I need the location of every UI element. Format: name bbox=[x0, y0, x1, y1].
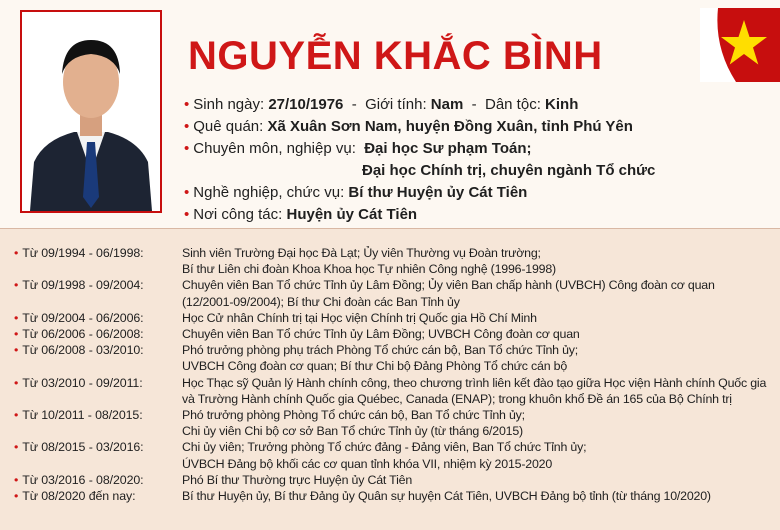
major-value-2: Đại học Chính trị, chuyên ngành Tổ chức bbox=[362, 162, 656, 179]
job-row bbox=[184, 182, 704, 204]
job-label: Nghề nghiệp, chức vụ: bbox=[193, 184, 345, 201]
timeline-row bbox=[14, 245, 774, 261]
work-label: Nơi công tác: bbox=[193, 206, 283, 223]
bullet-icon: • bbox=[14, 246, 19, 260]
separator: - bbox=[351, 96, 357, 113]
timeline-row bbox=[14, 294, 774, 310]
timeline-description: Bí thư Huyện ủy, Bí thư Đảng ủy Quân sự huyện Cát Tiên, UVBCH Đảng bộ tỉnh (từ tháng 10/2020) bbox=[182, 489, 711, 504]
gender-value: Nam bbox=[430, 96, 464, 113]
birth-row bbox=[184, 94, 704, 116]
timeline-description: Bí thư Liên chi đoàn Khoa Khoa học Tự nhiên Công nghệ (1996-1998) bbox=[182, 262, 556, 277]
major-label: Chuyên môn, nghiệp vụ: bbox=[193, 140, 356, 157]
timeline-period-text: Từ 08/2015 - 03/2016: bbox=[22, 440, 144, 455]
bullet-icon: • bbox=[184, 184, 190, 201]
timeline-description: Chuyên viên Ban Tổ chức Tỉnh ủy Lâm Đồng; UVBCH Công đoàn cơ quan bbox=[182, 327, 580, 342]
timeline-description: (12/2001-09/2004); Bí thư Chi đoàn các Ban Tỉnh ủy bbox=[182, 294, 460, 309]
timeline-period-text: Từ 09/1998 - 09/2004: bbox=[22, 278, 144, 293]
timeline-period-text: Từ 06/2008 - 03/2010: bbox=[22, 343, 144, 358]
bullet-icon: • bbox=[184, 140, 190, 157]
timeline-period bbox=[14, 342, 182, 358]
section-divider bbox=[0, 228, 780, 229]
work-row bbox=[184, 204, 704, 226]
timeline-description: Chi ủy viên Chi bộ cơ sở Ban Tổ chức Tỉnh ủy (từ tháng 6/2015) bbox=[182, 424, 523, 439]
timeline-description: Sinh viên Trường Đại học Đà Lạt; Ủy viên Thường vụ Đoàn trường; bbox=[182, 246, 541, 260]
timeline-period bbox=[14, 277, 182, 293]
timeline-period-text: Từ 10/2011 - 08/2015: bbox=[22, 408, 143, 423]
bullet-icon: • bbox=[14, 489, 19, 504]
timeline-row bbox=[14, 488, 774, 504]
timeline-row bbox=[14, 375, 774, 391]
timeline-period bbox=[14, 326, 182, 342]
bullet-icon: • bbox=[14, 375, 19, 390]
timeline-row bbox=[14, 439, 774, 455]
timeline-row bbox=[14, 407, 774, 423]
timeline-period bbox=[14, 375, 182, 391]
timeline-period bbox=[14, 472, 182, 488]
bullet-icon: • bbox=[184, 96, 190, 113]
timeline-period bbox=[14, 439, 182, 455]
timeline-period bbox=[14, 407, 182, 423]
timeline-period-spacer bbox=[14, 391, 182, 407]
timeline-period-text: Từ 09/1994 - 06/1998: bbox=[22, 246, 144, 260]
gender-label: Giới tính: bbox=[365, 96, 427, 113]
timeline-description: Học Thạc sỹ Quản lý Hành chính công, theo chương trình liên kết đào tạo giữa Học viện Hành chính Quốc gia bbox=[182, 375, 767, 390]
ethnic-label: Dân tộc: bbox=[485, 96, 541, 113]
timeline-row bbox=[14, 423, 774, 439]
hometown-label: Quê quán: bbox=[193, 118, 264, 135]
timeline-period-spacer bbox=[14, 456, 182, 472]
portrait-photo bbox=[20, 10, 162, 213]
birth-label: Sinh ngày: bbox=[193, 96, 265, 113]
bullet-icon: • bbox=[14, 408, 19, 423]
bullet-icon: • bbox=[14, 327, 19, 342]
major-value-1: Đại học Sư phạm Toán; bbox=[364, 140, 532, 157]
timeline-description: Phó Bí thư Thường trực Huyện ủy Cát Tiên bbox=[182, 472, 413, 487]
bullet-icon: • bbox=[14, 472, 19, 487]
hometown-value: Xã Xuân Sơn Nam, huyện Đồng Xuân, tỉnh Phú Yên bbox=[267, 118, 633, 135]
timeline-row bbox=[14, 472, 774, 488]
timeline-period-text: Từ 03/2010 - 09/2011: bbox=[22, 375, 143, 390]
timeline-description: Chuyên viên Ban Tổ chức Tỉnh ủy Lâm Đồng; Ủy viên Ban chấp hành (UVBCH) Công đoàn cơ quan bbox=[182, 278, 715, 293]
bullet-icon: • bbox=[184, 118, 190, 135]
bullet-icon: • bbox=[14, 343, 19, 358]
timeline-period-text: Từ 06/2006 - 06/2008: bbox=[22, 327, 144, 342]
bullet-icon: • bbox=[184, 206, 190, 223]
timeline-period bbox=[14, 488, 182, 504]
vietnam-flag-icon bbox=[700, 8, 780, 82]
timeline-description: ÚVBCH Đảng bộ khối các cơ quan tỉnh khóa VII, nhiệm kỳ 2015-2020 bbox=[182, 456, 553, 471]
timeline-period bbox=[14, 310, 182, 326]
bullet-icon: • bbox=[14, 310, 19, 325]
timeline-period-text: Từ 09/2004 - 06/2006: bbox=[22, 310, 144, 325]
timeline-description: Phó trưởng phòng phụ trách Phòng Tổ chức cán bộ, Ban Tổ chức Tỉnh ủy; bbox=[182, 343, 578, 358]
timeline-row bbox=[14, 310, 774, 326]
timeline-row bbox=[14, 261, 774, 277]
timeline-description: Học Cử nhân Chính trị tại Học viện Chính trị Quốc gia Hồ Chí Minh bbox=[182, 310, 537, 325]
ethnic-value: Kinh bbox=[545, 96, 579, 113]
timeline-period bbox=[14, 245, 182, 261]
birth-value: 27/10/1976 bbox=[268, 96, 344, 113]
major-row bbox=[184, 138, 704, 160]
timeline-row bbox=[14, 342, 774, 358]
timeline-description: UVBCH Công đoàn cơ quan; Bí thư Chi bộ Đảng Phòng Tổ chức cán bộ bbox=[182, 359, 568, 374]
work-value: Huyện ủy Cát Tiên bbox=[286, 206, 418, 223]
job-value: Bí thư Huyện ủy Cát Tiên bbox=[348, 184, 528, 201]
timeline-period-spacer bbox=[14, 261, 182, 277]
timeline-period-spacer bbox=[14, 423, 182, 439]
separator: - bbox=[471, 96, 477, 113]
timeline-row bbox=[14, 358, 774, 374]
timeline-description: Phó trưởng phòng Phòng Tổ chức cán bộ, Ban Tổ chức Tỉnh ủy; bbox=[182, 408, 525, 423]
career-timeline bbox=[14, 245, 774, 504]
hometown-row bbox=[184, 116, 704, 138]
bullet-icon: • bbox=[14, 278, 19, 293]
timeline-period-text: Từ 03/2016 - 08/2020: bbox=[22, 472, 144, 487]
personal-info bbox=[184, 94, 704, 226]
timeline-period-text: Từ 08/2020 đến nay: bbox=[22, 489, 136, 504]
timeline-period-spacer bbox=[14, 358, 182, 374]
bullet-icon: • bbox=[14, 440, 19, 455]
timeline-row bbox=[14, 326, 774, 342]
timeline-description: và Trường Hành chính Quốc gia Québec, Canada (ENAP); trong khuôn khổ Đề án 165 của Bộ Chính trị bbox=[182, 391, 732, 406]
timeline-period-spacer bbox=[14, 294, 182, 310]
person-name: NGUYỄN KHẮC BÌNH bbox=[188, 34, 603, 78]
timeline-row bbox=[14, 391, 774, 407]
timeline-description: Chi ủy viên; Trưởng phòng Tổ chức đảng - Đảng viên, Ban Tổ chức Tỉnh ủy; bbox=[182, 440, 587, 455]
major-row-2 bbox=[184, 160, 704, 182]
timeline-row bbox=[14, 456, 774, 472]
timeline-row bbox=[14, 277, 774, 293]
